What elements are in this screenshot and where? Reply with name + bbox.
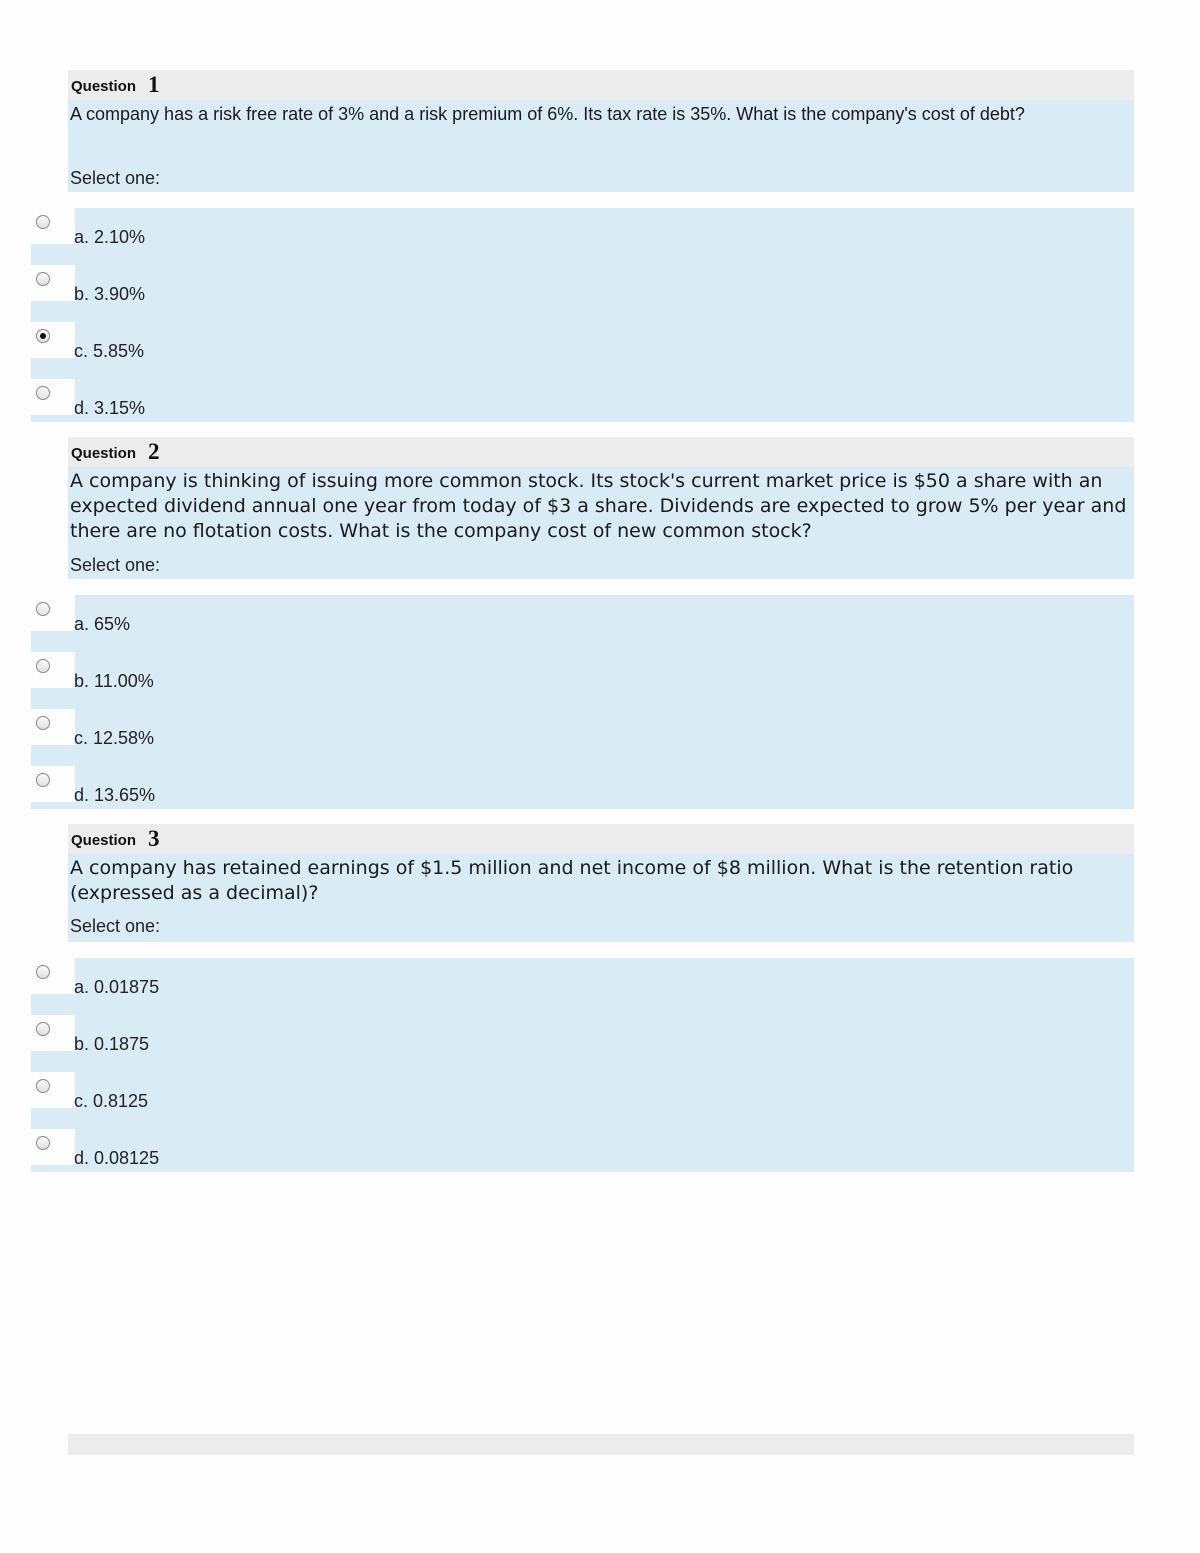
option-c-label[interactable]: c. 12.58% bbox=[74, 728, 155, 748]
option-a-label[interactable]: a. 0.01875 bbox=[74, 977, 160, 997]
option-c-label[interactable]: c. 0.8125 bbox=[74, 1091, 149, 1111]
question-body bbox=[68, 854, 1134, 942]
option-b-radio[interactable] bbox=[36, 659, 50, 673]
answer-options bbox=[31, 208, 1134, 422]
option-b-label[interactable]: b. 11.00% bbox=[74, 671, 154, 691]
question-text: A company is thinking of issuing more common stock. Its stock's current market price is $50 a share with an expected dividend annual one year from today of $3 a share. Dividends are expected to grow 5% per year and there are no flotation costs. What is the company cost of new common stock? bbox=[70, 470, 1127, 542]
option-c-radio[interactable] bbox=[36, 329, 50, 343]
option-b-radio[interactable] bbox=[36, 272, 50, 286]
footer-bar bbox=[68, 1434, 1134, 1455]
option-d-label[interactable]: d. 13.65% bbox=[74, 785, 156, 805]
question-number: 2 bbox=[148, 439, 160, 464]
option-a-radio[interactable] bbox=[36, 215, 50, 229]
option-c-label[interactable]: c. 5.85% bbox=[74, 341, 145, 361]
select-one-prompt: Select one: bbox=[70, 168, 161, 188]
option-d-label[interactable]: d. 0.08125 bbox=[74, 1148, 160, 1168]
question-text: A company has a risk free rate of 3% and a risk premium of 6%. Its tax rate is 35%. What is the company's cost of debt? bbox=[70, 104, 1025, 124]
question-header bbox=[68, 70, 1134, 100]
question-header bbox=[68, 437, 1134, 467]
answer-options bbox=[31, 595, 1134, 809]
option-d-radio[interactable] bbox=[36, 1136, 50, 1150]
option-a-radio[interactable] bbox=[36, 965, 50, 979]
select-one-prompt: Select one: bbox=[70, 916, 161, 936]
question-text: A company has retained earnings of $1.5 million and net income of $8 million. What is the retention ratio (expressed as a decimal)? bbox=[70, 857, 1074, 904]
option-a-label[interactable]: a. 65% bbox=[74, 614, 131, 634]
option-c-radio[interactable] bbox=[36, 716, 50, 730]
option-d-radio[interactable] bbox=[36, 773, 50, 787]
question-label: Question bbox=[71, 832, 137, 849]
question-label: Question bbox=[71, 78, 137, 95]
option-d-radio[interactable] bbox=[36, 386, 50, 400]
question-label: Question bbox=[71, 445, 137, 462]
option-b-label[interactable]: b. 0.1875 bbox=[74, 1034, 150, 1054]
option-b-label[interactable]: b. 3.90% bbox=[74, 284, 146, 304]
question-header bbox=[68, 824, 1134, 854]
option-a-radio[interactable] bbox=[36, 602, 50, 616]
answer-options bbox=[31, 958, 1134, 1172]
option-b-radio[interactable] bbox=[36, 1022, 50, 1036]
option-a-label[interactable]: a. 2.10% bbox=[74, 227, 146, 247]
question-number: 3 bbox=[148, 826, 160, 851]
question-number: 1 bbox=[148, 72, 160, 97]
question-body bbox=[68, 467, 1134, 579]
option-c-radio[interactable] bbox=[36, 1079, 50, 1093]
question-body bbox=[68, 100, 1134, 192]
select-one-prompt: Select one: bbox=[70, 555, 161, 575]
option-d-label[interactable]: d. 3.15% bbox=[74, 398, 146, 418]
